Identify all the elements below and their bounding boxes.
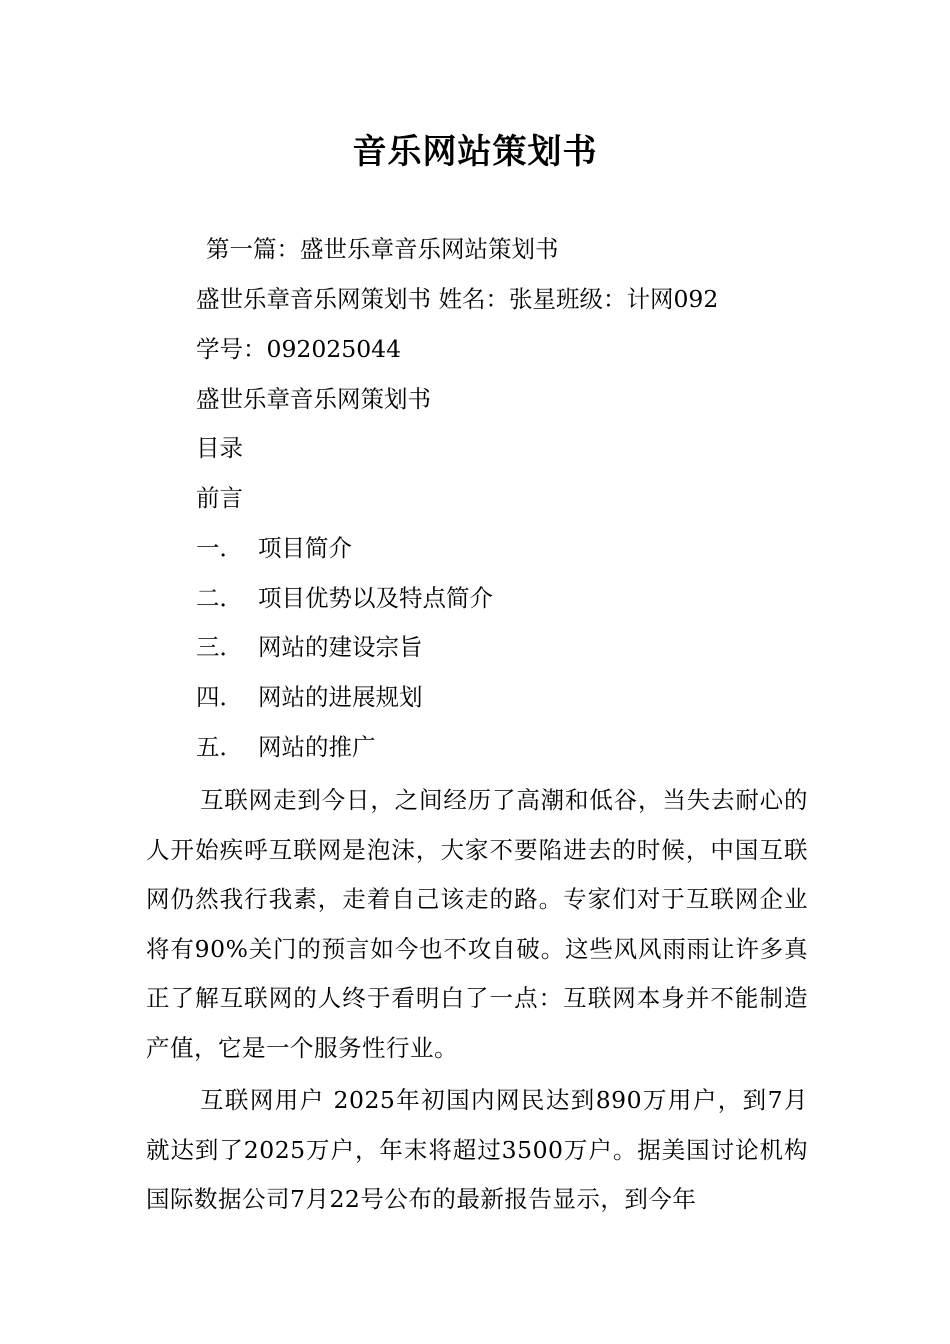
toc-item-label: 网站的推广 bbox=[258, 733, 376, 761]
toc-item bbox=[196, 632, 423, 662]
preface-label: 前言 bbox=[196, 484, 243, 512]
toc-item-label: 网站的进展规划 bbox=[258, 683, 423, 711]
toc-item bbox=[196, 682, 423, 712]
toc-item-label: 项目简介 bbox=[258, 534, 352, 562]
meta-line: 盛世乐章音乐网策划书 姓名：张星班级：计网092 bbox=[196, 285, 719, 313]
toc-item-number: 二． bbox=[196, 584, 243, 612]
toc-item-label: 项目优势以及特点简介 bbox=[258, 584, 493, 612]
toc-item-number: 五． bbox=[196, 733, 243, 761]
toc-label: 目录 bbox=[196, 434, 243, 462]
toc-item bbox=[196, 732, 376, 762]
section-heading: 第一篇：盛世乐章音乐网站策划书 bbox=[206, 235, 559, 263]
toc-item bbox=[196, 533, 352, 563]
toc-item bbox=[196, 583, 493, 613]
document-title: 音乐网站策划书 bbox=[352, 132, 598, 172]
toc-item-number: 三． bbox=[196, 633, 243, 661]
subtitle: 盛世乐章音乐网策划书 bbox=[196, 385, 431, 413]
student-id: 学号：092025044 bbox=[196, 335, 402, 363]
toc-item-number: 一． bbox=[196, 534, 243, 562]
toc-item-label: 网站的建设宗旨 bbox=[258, 633, 423, 661]
toc-item-number: 四． bbox=[196, 683, 243, 711]
body-paragraph: 互联网走到今日，之间经历了高潮和低谷，当失去耐心的人开始疾呼互联网是泡沫，大家不要陷进去的时候，中国互联网仍然我行我素，走着自己该走的路。专家们对于互联网企业将有90%关门的预言如今也不攻自破。这些风风雨雨让许多真正了解互联网的人终于看明白了一点：互联网本身并不能制造产值，它是一个服务性行业。 bbox=[146, 786, 808, 1062]
body-paragraph: 互联网用户 2025年初国内网民达到890万用户，到7月就达到了2025万户，年末将超过3500万户。据美国讨论机构国际数据公司7月22号公布的最新报告显示，到今年 bbox=[146, 1086, 808, 1214]
